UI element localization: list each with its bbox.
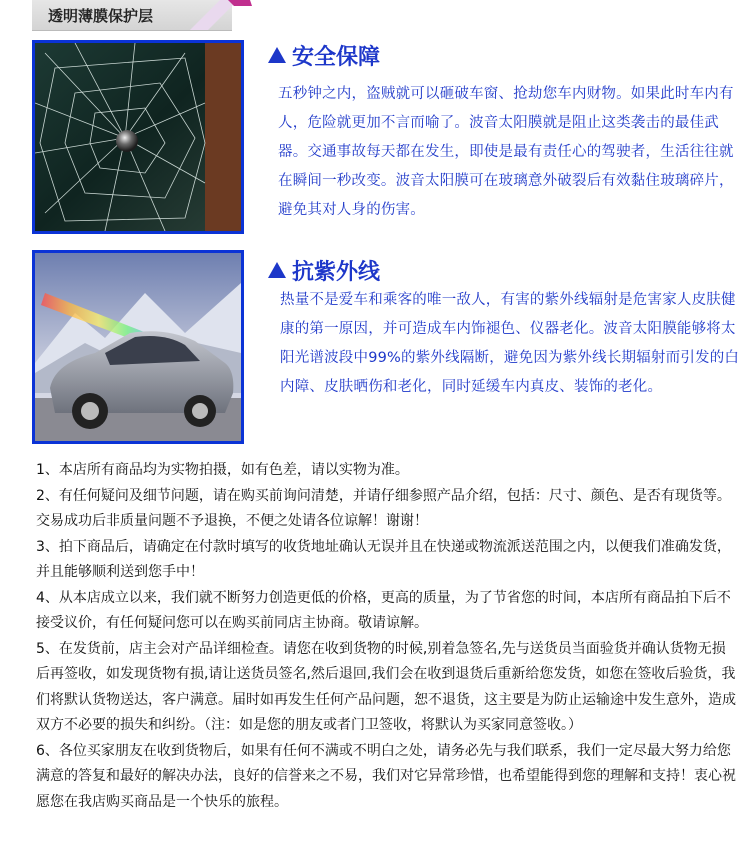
notice-item: 5、在发货前，店主会对产品详细检查。请您在收到货物的时候,别着急签名,先与送货员当面验货并确认货物无损后再签收，如发现货物有损,请让送货员签名,然后退回,我们会在收到退货后重新给您发货，如您在签收后验货，我们将默认货物送达，客户满意。届时如再发生任何产品问题，恕不退货，这主要是为防止运输途中发生意外，造成双方不必要的损失和纠纷。（注：如是您的朋友或者门卫签收，将默认为买家同意签收。） — [36, 640, 736, 733]
shattered-glass-photo — [32, 40, 244, 234]
notice-item: 3、拍下商品后，请确定在付款时填写的收货地址确认无误并且在快递或物流派送范围之内，以便我们准确发货，并且能够顺利送到您手中！ — [36, 538, 731, 580]
uv-title-text: 抗紫外线 — [292, 260, 381, 285]
store-notice-list — [36, 458, 736, 815]
safety-section-body: 五秒钟之内，盗贼就可以砸破车窗、抢劫您车内财物。如果此时车内有人，危险就更加不言而喻了。波音太阳膜就是阻止这类袭击的最佳武器。交通事故每天都在发生，即使是最有责任心的驾驶者，生活往往就在瞬间一秒改变。波音太阳膜可在玻璃意外破裂后有效黏住玻璃碎片，避免其对人身的伤害。 — [278, 86, 734, 218]
uv-section-title — [268, 255, 380, 286]
notice-item: 1、本店所有商品均为实物拍摄，如有色差，请以实物为准。 — [36, 462, 409, 478]
safety-section-title — [268, 40, 380, 71]
notice-item: 4、从本店成立以来，我们就不断努力创造更低的价格，更高的质量，为了节省您的时间，本店所有商品拍下后不接受议价，有任何疑问您可以在购买前同店主协商。敬请谅解。 — [36, 589, 731, 631]
triangle-bullet-icon — [268, 262, 286, 278]
notice-item: 2、有任何疑问及细节问题，请在购买前询问清楚，并请仔细参照产品介绍，包括：尺寸、颜色、是否有现货等。交易成功后非质量问题不予退换，不便之处请各位谅解！谢谢！ — [36, 487, 731, 529]
uv-section-body: 热量不是爱车和乘客的唯一敌人，有害的紫外线辐射是危害家人皮肤健康的第一原因，并可造成车内饰褪色、仪器老化。波音太阳膜能够将太阳光谱波段中99%的紫外线隔断，避免因为紫外线长期辐射而引发的白内障、皮肤晒伤和老化，同时延缓车内真皮、装饰的老化。 — [280, 292, 740, 395]
notice-item: 6、各位买家朋友在收到货物后，如果有任何不满或不明白之处，请务必先与我们联系，我们一定尽最大努力给您满意的答复和最好的解决办法，良好的信誉来之不易，我们对它异常珍惜，也希望能得到您的理解和支持！衷心祝愿您在我店购买商品是一个快乐的旅程。 — [36, 742, 736, 810]
car-uv-photo — [32, 250, 244, 444]
film-swoosh-graphic — [190, 0, 270, 30]
triangle-bullet-icon — [268, 47, 286, 63]
protective-layer-text: 透明薄膜保护层 — [48, 7, 154, 25]
safety-title-text: 安全保障 — [292, 45, 381, 70]
